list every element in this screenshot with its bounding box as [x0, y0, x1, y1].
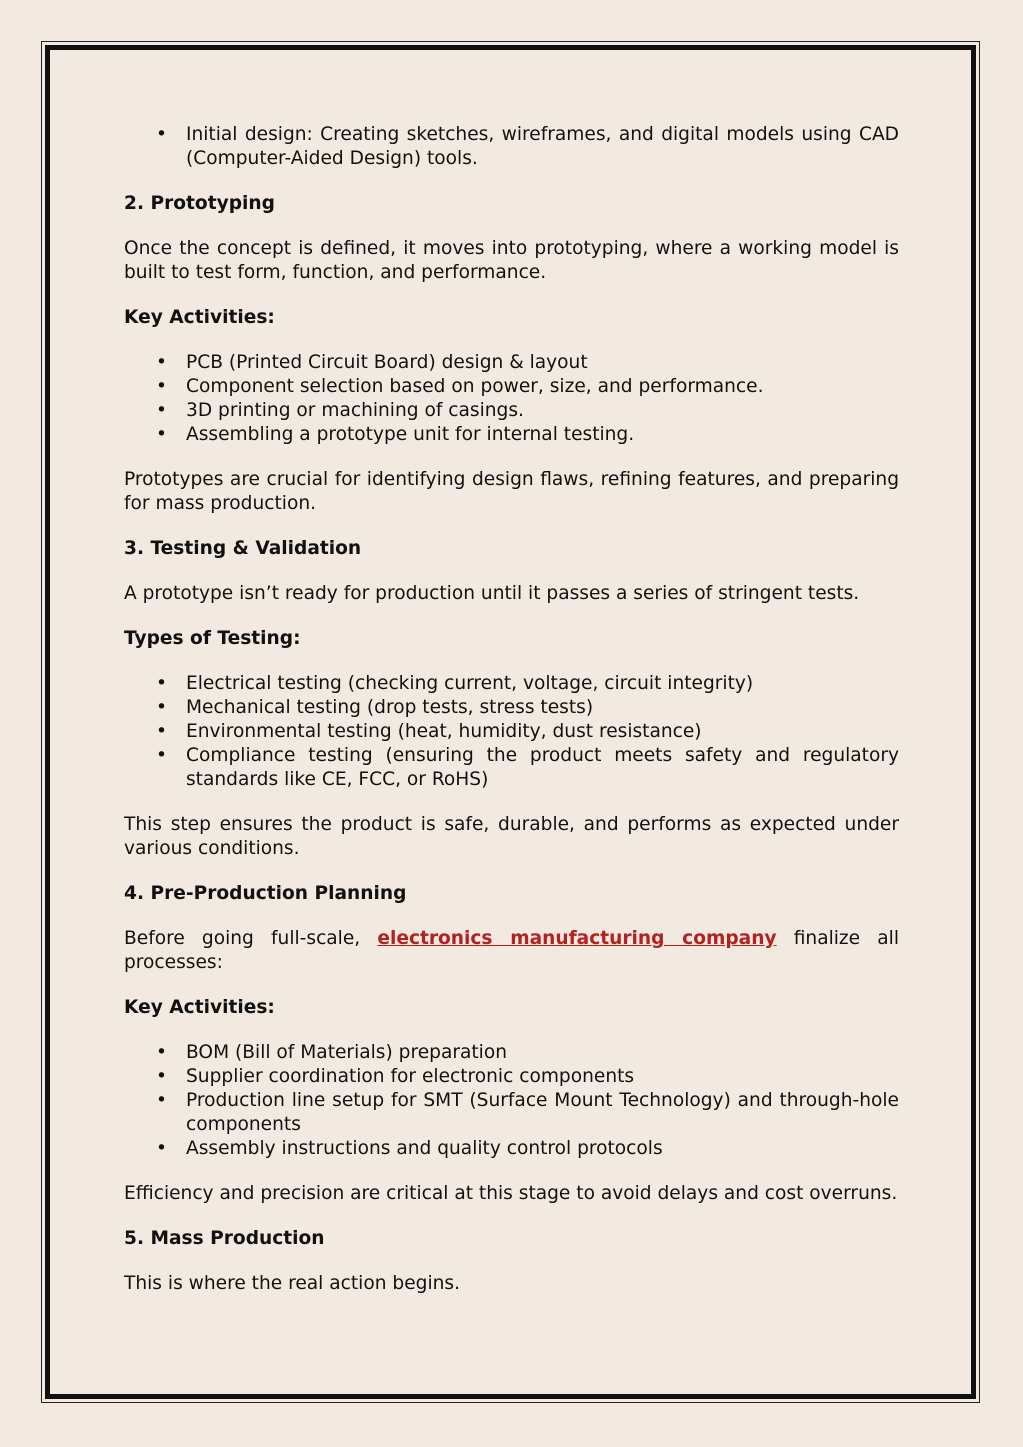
- list-item: • PCB (Printed Circuit Board) design & layout: [186, 351, 899, 375]
- paragraph-text: Before going full-scale,: [124, 928, 378, 949]
- electronics-manufacturing-company-link[interactable]: electronics manufacturing company: [377, 928, 777, 949]
- section-heading-prototyping: 2. Prototyping: [124, 193, 275, 214]
- paragraph-text: finalize all processes:: [124, 928, 899, 973]
- intro-bullet-list: [124, 123, 899, 171]
- paragraph-with-link: [124, 927, 899, 975]
- paragraph: Efficiency and precision are critical at this stage to avoid delays and cost overruns.: [124, 1183, 898, 1204]
- list-item: • Assembly instructions and quality control protocols: [186, 1137, 899, 1161]
- list-item: • Mechanical testing (drop tests, stress tests): [186, 696, 899, 720]
- paragraph: A prototype isn’t ready for production until it passes a series of stringent tests.: [124, 583, 860, 604]
- list-item: • Compliance testing (ensuring the product meets safety and regulatory standards like CE, FCC, or RoHS): [186, 744, 899, 792]
- list-item: • Supplier coordination for electronic components: [186, 1065, 899, 1089]
- subheading-key-activities: Key Activities:: [124, 997, 275, 1018]
- list-item: • BOM (Bill of Materials) preparation: [186, 1041, 899, 1065]
- subheading-key-activities: Key Activities:: [124, 307, 275, 328]
- document-body: [124, 123, 899, 1317]
- paragraph: Once the concept is defined, it moves into prototyping, where a working model is built to test form, function, and performance.: [124, 238, 899, 283]
- bullet-list-pre-production: [124, 1041, 899, 1161]
- section-heading-testing: 3. Testing & Validation: [124, 538, 362, 559]
- list-item: • Assembling a prototype unit for internal testing.: [186, 423, 899, 447]
- paragraph: This is where the real action begins.: [124, 1273, 460, 1294]
- list-item: • 3D printing or machining of casings.: [186, 399, 899, 423]
- list-item: • Environmental testing (heat, humidity, dust resistance): [186, 720, 899, 744]
- paragraph: This step ensures the product is safe, durable, and performs as expected under various conditions.: [124, 814, 899, 859]
- subheading-types-of-testing: Types of Testing:: [124, 628, 301, 649]
- bullet-list-prototyping: [124, 351, 899, 447]
- list-item: • Component selection based on power, size, and performance.: [186, 375, 899, 399]
- list-item: • Production line setup for SMT (Surface Mount Technology) and through-hole components: [186, 1089, 899, 1137]
- section-heading-mass-production: 5. Mass Production: [124, 1228, 325, 1249]
- list-item: • Electrical testing (checking current, voltage, circuit integrity): [186, 672, 899, 696]
- section-heading-pre-production: 4. Pre-Production Planning: [124, 883, 407, 904]
- list-item: • Initial design: Creating sketches, wireframes, and digital models using CAD (Computer-Aided Design) tools.: [186, 123, 899, 171]
- bullet-list-testing: [124, 672, 899, 792]
- paragraph: Prototypes are crucial for identifying design flaws, refining features, and preparing for mass production.: [124, 469, 899, 514]
